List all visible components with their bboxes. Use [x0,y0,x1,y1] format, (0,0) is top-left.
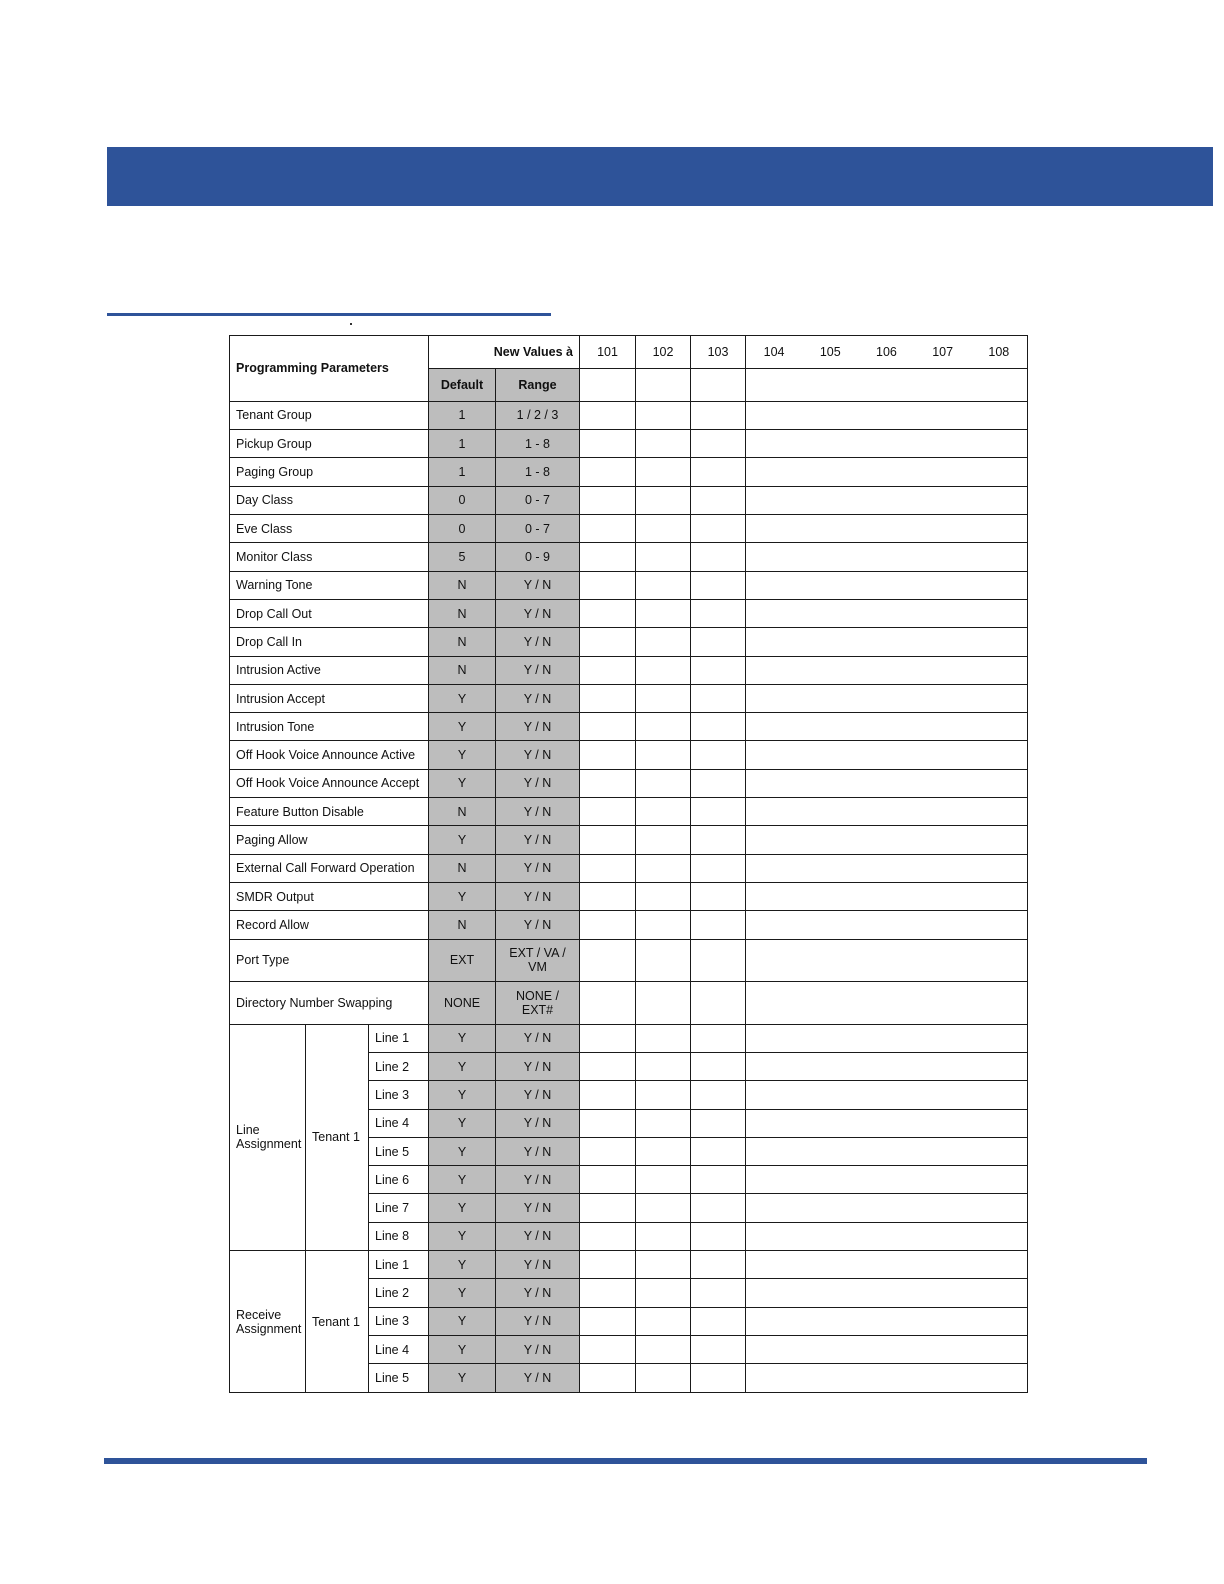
scan-speck [350,323,352,325]
value-cell[interactable] [746,543,1028,571]
value-cell[interactable] [691,769,746,797]
default-value: N [429,599,496,627]
param-name: Intrusion Accept [230,684,429,712]
value-cell[interactable] [691,458,746,486]
value-cell[interactable] [746,826,1028,854]
value-cell[interactable] [580,1052,636,1080]
value-cell[interactable] [746,1166,1028,1194]
range-value: EXT / VA / VM [496,939,580,981]
line-label: Line 6 [369,1166,429,1194]
value-cell[interactable] [580,1166,636,1194]
default-value: Y [429,769,496,797]
value-cell[interactable] [691,656,746,684]
value-cell[interactable] [636,1109,691,1137]
table-row [230,713,1028,741]
line-label: Line 1 [369,1251,429,1279]
value-cell[interactable] [691,1364,746,1393]
range-value: Y / N [496,599,580,627]
default-value: Y [429,1194,496,1222]
table-row [230,1024,1028,1052]
value-cell[interactable] [691,1109,746,1137]
value-cell[interactable] [636,514,691,542]
value-cell[interactable] [580,1279,636,1307]
default-value: N [429,798,496,826]
value-cell[interactable] [580,798,636,826]
default-value: EXT [429,939,496,981]
value-cell[interactable] [746,713,1028,741]
line-label: Line 5 [369,1137,429,1165]
value-cell[interactable] [746,1364,1028,1393]
value-cell[interactable] [580,1222,636,1250]
value-cell[interactable] [636,1251,691,1279]
range-value: Y / N [496,1307,580,1335]
param-name: Drop Call In [230,628,429,656]
param-name: Warning Tone [230,571,429,599]
value-cell[interactable] [580,543,636,571]
value-cell[interactable] [580,982,636,1024]
default-value: Y [429,1052,496,1080]
table-row [230,883,1028,911]
param-name: Paging Group [230,458,429,486]
value-cell[interactable] [636,883,691,911]
value-cell[interactable] [691,911,746,939]
table-row [230,684,1028,712]
value-cell[interactable] [691,713,746,741]
value-cell[interactable] [580,911,636,939]
value-cell[interactable] [636,1166,691,1194]
value-cell[interactable] [691,883,746,911]
value-cell[interactable] [746,982,1028,1024]
value-cell[interactable] [691,369,746,401]
value-cell[interactable] [746,628,1028,656]
value-cell[interactable] [636,911,691,939]
value-cell[interactable] [691,826,746,854]
value-cell[interactable] [636,369,691,401]
value-cell[interactable] [746,656,1028,684]
table-row [230,854,1028,882]
line-label: Line 2 [369,1279,429,1307]
default-value: Y [429,1166,496,1194]
value-cell[interactable] [691,1052,746,1080]
value-cell[interactable] [636,486,691,514]
value-cell[interactable] [636,628,691,656]
table-row [230,599,1028,627]
port-header: 108 [988,345,1010,360]
param-name: Record Allow [230,911,429,939]
default-value: 1 [429,430,496,458]
value-cell[interactable] [636,401,691,429]
value-cell[interactable] [746,939,1028,981]
default-value: Y [429,684,496,712]
value-cell[interactable] [636,1081,691,1109]
value-cell[interactable] [691,1081,746,1109]
default-value: Y [429,1307,496,1335]
param-name: Eve Class [230,514,429,542]
value-cell[interactable] [580,571,636,599]
value-cell[interactable] [746,1137,1028,1165]
range-value: Y / N [496,798,580,826]
default-value: Y [429,1222,496,1250]
table-row [230,458,1028,486]
new-values-label: New Values à [493,345,573,360]
value-cell[interactable] [691,514,746,542]
value-cell[interactable] [580,514,636,542]
default-value: 1 [429,458,496,486]
default-value: Y [429,713,496,741]
value-cell[interactable] [691,543,746,571]
value-cell[interactable] [691,939,746,981]
default-value: Y [429,826,496,854]
value-cell[interactable] [580,1081,636,1109]
range-value: 1 / 2 / 3 [496,401,580,429]
param-name: External Call Forward Operation [230,854,429,882]
value-cell[interactable] [636,571,691,599]
value-cell[interactable] [636,1024,691,1052]
range-value: Y / N [496,1024,580,1052]
value-cell[interactable] [636,543,691,571]
value-cell[interactable] [746,1279,1028,1307]
value-cell[interactable] [746,911,1028,939]
value-cell[interactable] [636,1279,691,1307]
range-value: 0 - 7 [496,486,580,514]
value-cell[interactable] [580,826,636,854]
port-header: 102 [636,336,691,369]
value-cell[interactable] [746,369,1028,401]
new-values-cell [429,336,580,369]
value-cell[interactable] [746,458,1028,486]
value-cell[interactable] [746,599,1028,627]
value-cell[interactable] [691,1279,746,1307]
value-cell[interactable] [636,939,691,981]
param-name: Pickup Group [230,430,429,458]
value-cell[interactable] [580,369,636,401]
footer-rule [104,1458,1147,1464]
value-cell[interactable] [636,1137,691,1165]
port-header: 105 [819,345,841,360]
range-value: 0 - 9 [496,543,580,571]
range-value: Y / N [496,1194,580,1222]
table-row [230,741,1028,769]
value-cell[interactable] [580,458,636,486]
value-cell[interactable] [691,571,746,599]
default-value: 5 [429,543,496,571]
line-label: Line 3 [369,1307,429,1335]
default-value: Y [429,1109,496,1137]
range-value: Y / N [496,769,580,797]
line-label: Line 4 [369,1109,429,1137]
param-name: Intrusion Tone [230,713,429,741]
param-name: Feature Button Disable [230,798,429,826]
table-row [230,798,1028,826]
value-cell[interactable] [580,401,636,429]
param-name: Drop Call Out [230,599,429,627]
value-cell[interactable] [746,769,1028,797]
default-value: Y [429,1081,496,1109]
value-cell[interactable] [691,684,746,712]
default-value: N [429,911,496,939]
value-cell[interactable] [580,1109,636,1137]
range-value: Y / N [496,1137,580,1165]
range-value: Y / N [496,883,580,911]
range-value: Y / N [496,911,580,939]
line-label: Line 3 [369,1081,429,1109]
table-row [230,911,1028,939]
default-value: Y [429,1251,496,1279]
value-cell[interactable] [746,1109,1028,1137]
range-value: Y / N [496,684,580,712]
range-value: Y / N [496,1251,580,1279]
default-value: Y [429,1279,496,1307]
value-cell[interactable] [636,741,691,769]
port-header: 107 [932,345,954,360]
value-cell[interactable] [636,599,691,627]
value-cell[interactable] [580,1194,636,1222]
value-cell[interactable] [636,798,691,826]
table-row [230,939,1028,981]
value-cell[interactable] [636,1222,691,1250]
table-row [230,571,1028,599]
value-cell[interactable] [691,854,746,882]
port-header: 106 [876,345,897,360]
value-cell[interactable] [580,599,636,627]
value-cell[interactable] [746,1081,1028,1109]
value-cell[interactable] [636,1336,691,1364]
value-cell[interactable] [636,1364,691,1393]
port-header: 101 [580,336,636,369]
table-row [230,982,1028,1024]
value-cell[interactable] [580,713,636,741]
line-label: Line 1 [369,1024,429,1052]
value-cell[interactable] [580,1307,636,1335]
value-cell[interactable] [580,684,636,712]
range-value: Y / N [496,656,580,684]
default-value: Y [429,1336,496,1364]
line-assignment-label: Line Assignment [230,1024,306,1251]
value-cell[interactable] [580,1137,636,1165]
param-name: Port Type [230,939,429,981]
param-name: Intrusion Active [230,656,429,684]
param-name: Paging Allow [230,826,429,854]
param-name: SMDR Output [230,883,429,911]
table-row [230,486,1028,514]
default-value: N [429,571,496,599]
table-row [230,1251,1028,1279]
value-cell[interactable] [691,486,746,514]
range-value: 0 - 7 [496,514,580,542]
value-cell[interactable] [691,1194,746,1222]
receive-assignment-tenant: Tenant 1 [306,1251,369,1393]
value-cell[interactable] [691,599,746,627]
value-cell[interactable] [746,571,1028,599]
value-cell[interactable] [636,1194,691,1222]
value-cell[interactable] [580,1336,636,1364]
default-value: N [429,628,496,656]
param-name: Tenant Group [230,401,429,429]
value-cell[interactable] [691,628,746,656]
default-value: Y [429,883,496,911]
value-cell[interactable] [746,1052,1028,1080]
value-cell[interactable] [636,458,691,486]
value-cell[interactable] [691,982,746,1024]
table-row [230,514,1028,542]
value-cell[interactable] [636,854,691,882]
value-cell[interactable] [580,741,636,769]
value-cell[interactable] [636,982,691,1024]
value-cell[interactable] [691,798,746,826]
range-value: Y / N [496,1364,580,1393]
range-value: Y / N [496,854,580,882]
section-rule [107,313,551,316]
default-value: 0 [429,486,496,514]
value-cell[interactable] [746,1194,1028,1222]
value-cell[interactable] [746,1307,1028,1335]
line-label: Line 7 [369,1194,429,1222]
value-cell[interactable] [691,1166,746,1194]
default-value: NONE [429,982,496,1024]
range-value: Y / N [496,628,580,656]
value-cell[interactable] [746,430,1028,458]
value-cell[interactable] [636,769,691,797]
table-row [230,769,1028,797]
param-name: Directory Number Swapping [230,982,429,1024]
value-cell[interactable] [580,1364,636,1393]
table-row [230,826,1028,854]
range-value: NONE / EXT# [496,982,580,1024]
value-cell[interactable] [636,430,691,458]
line-assignment-tenant: Tenant 1 [306,1024,369,1251]
value-cell[interactable] [636,713,691,741]
value-cell[interactable] [746,514,1028,542]
value-cell[interactable] [691,741,746,769]
value-cell[interactable] [580,1024,636,1052]
default-value: Y [429,1024,496,1052]
port-header: 104 [763,345,785,360]
value-cell[interactable] [691,1222,746,1250]
value-cell[interactable] [746,741,1028,769]
param-header-cell [230,336,429,402]
value-cell[interactable] [636,1307,691,1335]
value-cell[interactable] [746,1024,1028,1052]
value-cell[interactable] [691,1307,746,1335]
value-cell[interactable] [580,1251,636,1279]
range-value: 1 - 8 [496,458,580,486]
range-value: Y / N [496,826,580,854]
default-value: Y [429,1364,496,1393]
line-label: Line 2 [369,1052,429,1080]
range-value: Y / N [496,1052,580,1080]
value-cell[interactable] [580,769,636,797]
range-value: Y / N [496,1109,580,1137]
default-value: Y [429,1137,496,1165]
range-header: Range [496,369,580,401]
value-cell[interactable] [580,628,636,656]
range-value: Y / N [496,1279,580,1307]
value-cell[interactable] [691,1251,746,1279]
line-label: Line 4 [369,1336,429,1364]
table-row [230,656,1028,684]
value-cell[interactable] [746,798,1028,826]
value-cell[interactable] [580,883,636,911]
value-cell[interactable] [746,1336,1028,1364]
programming-parameters-table [229,335,1028,1393]
table-row [230,401,1028,429]
default-value: Y [429,741,496,769]
receive-assignment-label: Receive Assignment [230,1251,306,1393]
table-row [230,430,1028,458]
range-value: Y / N [496,713,580,741]
range-value: Y / N [496,1336,580,1364]
default-value: 1 [429,401,496,429]
value-cell[interactable] [746,1222,1028,1250]
param-name: Monitor Class [230,543,429,571]
header-banner [107,147,1213,206]
param-name: Off Hook Voice Announce Active [230,741,429,769]
value-cell[interactable] [580,854,636,882]
value-cell[interactable] [636,826,691,854]
value-cell[interactable] [746,401,1028,429]
param-header: Programming Parameters [236,361,389,376]
value-cell[interactable] [691,1024,746,1052]
range-value: Y / N [496,1081,580,1109]
line-label: Line 5 [369,1364,429,1393]
value-cell[interactable] [746,684,1028,712]
value-cell[interactable] [636,656,691,684]
range-value: Y / N [496,1166,580,1194]
value-cell[interactable] [691,401,746,429]
table-row [230,628,1028,656]
value-cell[interactable] [580,656,636,684]
port-header: 103 [691,336,746,369]
port-header-group [746,336,1028,369]
default-value: 0 [429,514,496,542]
param-name: Off Hook Voice Announce Accept [230,769,429,797]
line-label: Line 8 [369,1222,429,1250]
value-cell[interactable] [691,1137,746,1165]
range-value: Y / N [496,1222,580,1250]
value-cell[interactable] [746,854,1028,882]
value-cell[interactable] [691,1336,746,1364]
range-value: Y / N [496,741,580,769]
value-cell[interactable] [580,430,636,458]
value-cell[interactable] [746,883,1028,911]
value-cell[interactable] [636,684,691,712]
value-cell[interactable] [580,939,636,981]
value-cell[interactable] [691,430,746,458]
table-row [230,543,1028,571]
default-header: Default [429,369,496,401]
default-value: N [429,854,496,882]
value-cell[interactable] [746,486,1028,514]
param-name: Day Class [230,486,429,514]
range-value: 1 - 8 [496,430,580,458]
range-value: Y / N [496,571,580,599]
default-value: N [429,656,496,684]
value-cell[interactable] [580,486,636,514]
value-cell[interactable] [636,1052,691,1080]
value-cell[interactable] [746,1251,1028,1279]
